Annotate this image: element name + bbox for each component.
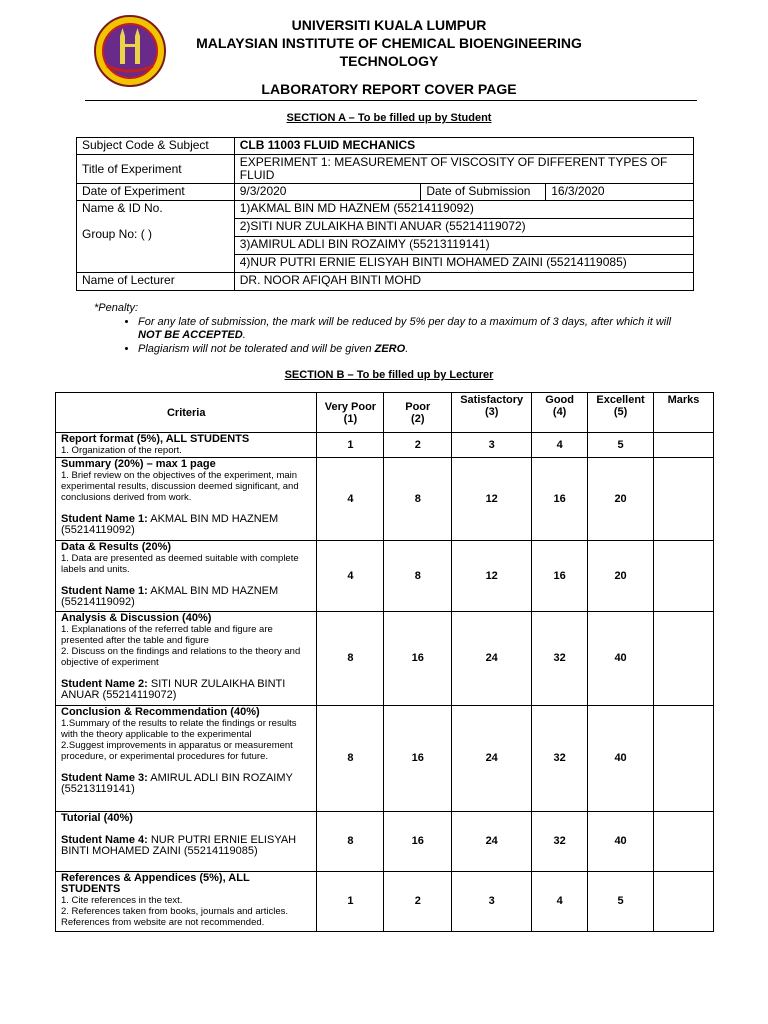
score-cell: 4 bbox=[532, 433, 588, 458]
group-label: Group No: ( ) bbox=[82, 227, 153, 241]
page-title: LABORATORY REPORT COVER PAGE bbox=[261, 81, 517, 97]
score-cell: 8 bbox=[384, 458, 452, 541]
submission-label: Date of Submission bbox=[421, 184, 546, 201]
score-cell: 16 bbox=[532, 458, 588, 541]
score-cell: 16 bbox=[384, 612, 452, 706]
score-cell: 4 bbox=[317, 541, 384, 612]
score-cell: 5 bbox=[588, 872, 654, 932]
criteria-cell: Tutorial (40%) Student Name 4: NUR PUTRI ERNIE ELISYAH BINTI MOHAMED ZAINI (55214119085) bbox=[56, 812, 317, 872]
header-divider bbox=[85, 100, 697, 101]
member-3: 3)AMIRUL ADLI BIN ROZAIMY (55213119141) bbox=[234, 237, 693, 255]
score-cell: 8 bbox=[317, 812, 384, 872]
date-label: Date of Experiment bbox=[77, 184, 235, 201]
table-row bbox=[56, 612, 714, 706]
criteria-cell: Analysis & Discussion (40%) 1. Explanations of the referred table and figure are presented after the table and figure 2. Discuss on the findings and relations to the theory and objective of experiment Student Name 2: SITI NUR ZULAIKHA BINTI ANUAR (55214119072) bbox=[56, 612, 317, 706]
score-cell: 2 bbox=[384, 872, 452, 932]
score-cell: 20 bbox=[588, 541, 654, 612]
score-cell: 8 bbox=[317, 706, 384, 812]
score-cell: 40 bbox=[588, 706, 654, 812]
table-row bbox=[56, 872, 714, 932]
score-cell: 1 bbox=[317, 872, 384, 932]
score-cell: 3 bbox=[452, 433, 532, 458]
score-cell: 24 bbox=[452, 706, 532, 812]
marks-cell[interactable] bbox=[654, 433, 714, 458]
student-info-table bbox=[76, 137, 694, 291]
score-cell: 16 bbox=[384, 706, 452, 812]
score-cell: 16 bbox=[532, 541, 588, 612]
institute-name-2: TECHNOLOGY bbox=[339, 53, 439, 69]
score-cell: 8 bbox=[317, 612, 384, 706]
score-cell: 3 bbox=[452, 872, 532, 932]
table-row bbox=[56, 433, 714, 458]
penalty-plagiarism: • Plagiarism will not be tolerated and will be given ZERO. bbox=[138, 343, 694, 356]
marks-cell[interactable] bbox=[654, 541, 714, 612]
criteria-cell: Data & Results (20%) 1. Data are presented as deemed suitable with complete labels and units. Student Name 1: AKMAL BIN MD HAZNEM (55214119092) bbox=[56, 541, 317, 612]
name-group-cell bbox=[77, 201, 235, 273]
table-row bbox=[56, 541, 714, 612]
header-very-poor: Very Poor (1) bbox=[317, 393, 384, 433]
penalty-notes bbox=[94, 302, 694, 357]
marks-cell[interactable] bbox=[654, 706, 714, 812]
header-criteria: Criteria bbox=[56, 393, 317, 433]
score-cell: 32 bbox=[532, 612, 588, 706]
score-cell: 24 bbox=[452, 612, 532, 706]
title-value: EXPERIMENT 1: MEASUREMENT OF VISCOSITY OF DIFFERENT TYPES OF FLUID bbox=[234, 155, 693, 184]
header-good: Good (4) bbox=[532, 393, 588, 433]
marks-cell[interactable] bbox=[654, 812, 714, 872]
score-cell: 2 bbox=[384, 433, 452, 458]
date-value: 9/3/2020 bbox=[234, 184, 421, 201]
score-cell: 8 bbox=[384, 541, 452, 612]
score-cell: 1 bbox=[317, 433, 384, 458]
penalty-late: • For any late of submission, the mark will be reduced by 5% per day to a maximum of 3 days, after which it will NOT BE ACCEPTED. bbox=[138, 316, 694, 342]
member-1: 1)AKMAL BIN MD HAZNEM (55214119092) bbox=[234, 201, 693, 219]
score-cell: 32 bbox=[532, 812, 588, 872]
score-cell: 12 bbox=[452, 458, 532, 541]
marks-cell[interactable] bbox=[654, 612, 714, 706]
marks-cell[interactable] bbox=[654, 458, 714, 541]
score-cell: 32 bbox=[532, 706, 588, 812]
member-4: 4)NUR PUTRI ERNIE ELISYAH BINTI MOHAMED ZAINI (55214119085) bbox=[234, 255, 693, 273]
score-cell: 5 bbox=[588, 433, 654, 458]
subject-value: CLB 11003 FLUID MECHANICS bbox=[234, 138, 693, 155]
score-cell: 4 bbox=[317, 458, 384, 541]
section-a-heading: SECTION A – To be filled up by Student bbox=[286, 112, 492, 124]
title-label: Title of Experiment bbox=[77, 155, 235, 184]
score-cell: 20 bbox=[588, 458, 654, 541]
score-cell: 40 bbox=[588, 612, 654, 706]
lecturer-label: Name of Lecturer bbox=[77, 273, 235, 291]
subject-label: Subject Code & Subject bbox=[77, 138, 235, 155]
criteria-cell: Summary (20%) – max 1 page 1. Brief review on the objectives of the experiment, main experimental results, discussion deemed significant, and conclusions derived from work. Student Name 1: AKMAL BIN MD HAZNEM (55214119092) bbox=[56, 458, 317, 541]
score-cell: 12 bbox=[452, 541, 532, 612]
penalty-title: *Penalty: bbox=[94, 302, 139, 314]
header-poor: Poor (2) bbox=[384, 393, 452, 433]
header-satisfactory: Satisfactory (3) bbox=[452, 393, 532, 433]
score-cell: 16 bbox=[384, 812, 452, 872]
member-2: 2)SITI NUR ZULAIKHA BINTI ANUAR (55214119072) bbox=[234, 219, 693, 237]
table-row bbox=[56, 706, 714, 812]
score-cell: 4 bbox=[532, 872, 588, 932]
header-marks: Marks bbox=[654, 393, 714, 433]
marking-rubric-table bbox=[55, 392, 714, 932]
marks-cell[interactable] bbox=[654, 872, 714, 932]
header-excellent: Excellent (5) bbox=[588, 393, 654, 433]
section-b-heading: SECTION B – To be filled up by Lecturer bbox=[284, 369, 494, 381]
criteria-cell: Conclusion & Recommendation (40%) 1.Summary of the results to relate the findings or results with the theory applicable to the experimental 2.Suggest improvements in apparatus or measurement procedure, or experimental procedures for future. Student Name 3: AMIRUL ADLI BIN ROZAIMY (55213119141) bbox=[56, 706, 317, 812]
university-name: UNIVERSITI KUALA LUMPUR bbox=[291, 17, 487, 33]
table-row bbox=[56, 458, 714, 541]
score-cell: 24 bbox=[452, 812, 532, 872]
name-label: Name & ID No. bbox=[82, 201, 163, 215]
lecturer-value: DR. NOOR AFIQAH BINTI MOHD bbox=[234, 273, 693, 291]
submission-value: 16/3/2020 bbox=[546, 184, 694, 201]
score-cell: 40 bbox=[588, 812, 654, 872]
institute-name: MALAYSIAN INSTITUTE OF CHEMICAL BIOENGINEERING bbox=[196, 35, 582, 51]
criteria-cell: Report format (5%), ALL STUDENTS 1. Organization of the report. bbox=[56, 433, 317, 458]
criteria-cell: References & Appendices (5%), ALL STUDENTS 1. Cite references in the text. 2. References taken from books, journals and articles. References from website are not recommended. bbox=[56, 872, 317, 932]
table-row bbox=[56, 812, 714, 872]
